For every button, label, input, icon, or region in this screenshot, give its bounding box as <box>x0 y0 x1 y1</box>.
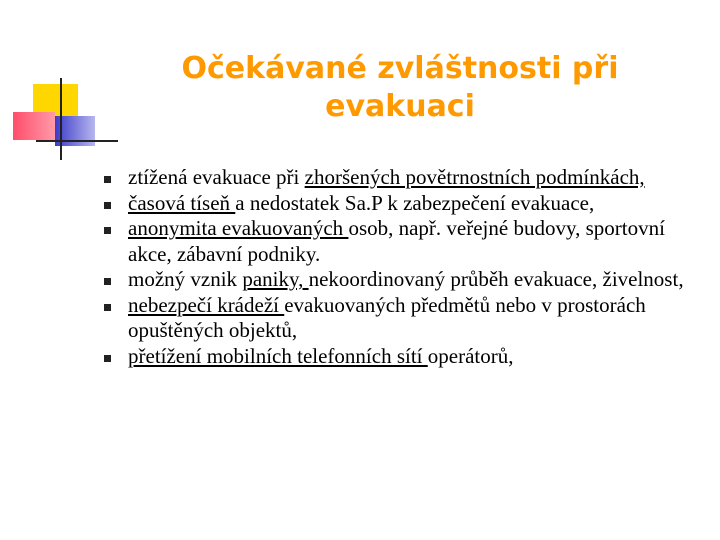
bullet-text: možný vznik <box>128 267 243 291</box>
bullet-text: evakuovaných předmětů nebo v prostorách opuštěných objektů, <box>128 292 646 342</box>
bullet-item <box>96 216 696 267</box>
bullet-text: nebezpečí krádeží <box>128 292 285 317</box>
bullet-text: přetížení mobilních telefonních sítí <box>128 343 428 368</box>
bullet-text: paniky, <box>242 267 309 291</box>
bullet-item <box>96 191 696 217</box>
bullet-item <box>96 293 696 344</box>
bullet-square-icon <box>104 202 111 209</box>
bullet-text: zhoršených povětrnostních podmínkách, <box>304 165 645 189</box>
bullet-text: a nedostatek Sa.P k zabezpečení evakuace, <box>235 190 595 215</box>
bullet-text: časová tíseň <box>128 190 236 215</box>
bullet-square-icon <box>104 227 111 234</box>
decor-red-rectangle <box>13 112 55 140</box>
bullet-item <box>96 344 696 370</box>
decor-horizontal-line <box>36 140 118 142</box>
bullet-item <box>96 165 696 191</box>
bullet-list <box>96 165 696 369</box>
bullet-text: ztížená evakuace při <box>128 165 305 189</box>
bullet-text: operátorů, <box>427 343 514 368</box>
bullet-square-icon <box>104 278 111 285</box>
bullet-square-icon <box>104 176 111 183</box>
bullet-text: nekoordinovaný průběh evakuace, živelnost, <box>308 267 684 291</box>
bullet-item <box>96 267 696 293</box>
slide-title <box>120 50 680 126</box>
bullet-text: osob, např. veřejné budovy, sportovní akce, zábavní podniky. <box>128 216 665 266</box>
bullet-square-icon <box>104 304 111 311</box>
decor-vertical-line <box>60 78 62 160</box>
slide-title-line-2: evakuaci <box>325 89 475 124</box>
bullet-text: anonymita evakuovaných <box>128 216 349 240</box>
bullet-square-icon <box>104 355 111 362</box>
slide-title-line-1: Očekávané zvláštnosti při <box>181 51 619 86</box>
